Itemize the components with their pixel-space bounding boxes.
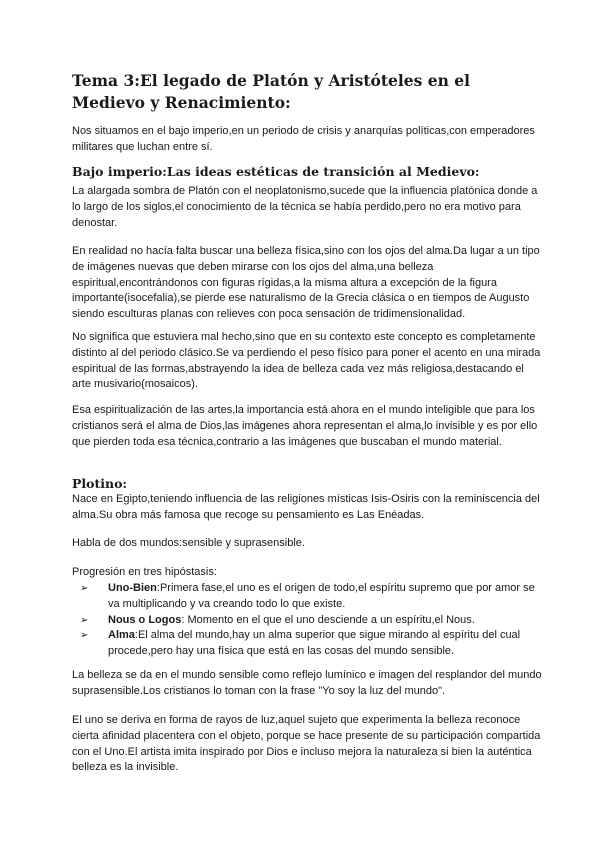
arrow-bullet-icon: ➢ bbox=[80, 630, 89, 642]
paragraph: La belleza se da en el mundo sensible como reflejo lumínico e imagen del resplandor del mundo suprasensible.Los cristianos lo toman con la frase "Yo soy la luz del mundo". bbox=[72, 669, 542, 697]
list-item-text: : Momento en el que el uno desciende a un espíritu,el Nous. bbox=[181, 613, 475, 626]
list-item-term: Alma bbox=[108, 629, 135, 642]
paragraph: En realidad no hacía falta buscar una belleza física,sino con los ojos del alma.Da lugar a un tipo de imágenes nuevas que deben mirarse con los ojos del alma,una belleza espiritual,encontrándonos con figuras rígidas,a la misma altura a excepción de la figura importante(isocefalia),se pierde ese naturalismo de la Grecia clásica o en tiempos de Augusto siendo esculturas planas con relieves con poca sensación de tridimensionalidad. bbox=[72, 245, 540, 321]
arrow-bullet-icon: ➢ bbox=[80, 614, 89, 626]
intro-paragraph: Nos situamos en el bajo imperio,en un periodo de crisis y anarquías políticas,con emperadores militares que luchan entre sí. bbox=[72, 125, 535, 153]
section-heading-bajo-imperio: Bajo imperio:Las ideas estéticas de transición al Medievo: bbox=[72, 164, 480, 179]
paragraph: Nace en Egipto,teniendo influencia de las religiones místicas Isis-Osiris con la reminiscencia del alma.Su obra más famosa que recoge su pensamiento es Las Enéadas. bbox=[72, 493, 540, 521]
list-item bbox=[72, 581, 542, 613]
list-intro: Progresión en tres hipóstasis: bbox=[72, 566, 217, 578]
list-item-term: Nous o Logos bbox=[108, 613, 182, 626]
list-item-text: :El alma del mundo,hay un alma superior que sigue mirando al espíritu del cual procede,pero hay una física que está en las cosas del mundo sensible. bbox=[108, 629, 521, 658]
page-title: Tema 3:El legado de Platón y Aristóteles en el Medievo y Renacimiento: bbox=[72, 71, 470, 112]
section-heading-plotino: Plotino: bbox=[72, 476, 128, 491]
list-item bbox=[72, 613, 542, 629]
hypostasis-list bbox=[72, 581, 542, 660]
paragraph: No significa que estuviera mal hecho,sino que en su contexto este concepto es completamente distinto al del periodo clásico.Se va perdiendo el peso físico para poner el acento en una mirada espiritual de las formas,abstrayendo la idea de belleza cada vez más religiosa,destacando el arte musivario(mosaicos). bbox=[72, 331, 541, 391]
list-item bbox=[72, 628, 542, 660]
arrow-bullet-icon: ➢ bbox=[80, 583, 89, 594]
paragraph: Esa espiritualización de las artes,la importancia está ahora en el mundo inteligible que para los cristianos será el alma de Dios,las imágenes ahora representan el alma,lo invisible y es por ello que pierden toda esa técnica,contrario a las imágenes que buscaban el mundo material. bbox=[72, 404, 538, 448]
list-item-text: :Primera fase,el uno es el origen de todo,el espíritu supremo que por amor se va multiplicando y va creando todo lo que existe. bbox=[108, 582, 535, 610]
paragraph: Habla de dos mundos:sensible y suprasensible. bbox=[72, 537, 305, 549]
paragraph: El uno se deriva en forma de rayos de luz,aquel sujeto que experimenta la belleza reconoce cierta afinidad placentera con el objeto, porque se hace presente de su participación compartida con el Uno.El artista imita inspirado por Dios e incluso mejora la naturaleza si bien la auténtica belleza es la invisible. bbox=[72, 714, 541, 774]
paragraph: La alargada sombra de Platón con el neoplatonismo,sucede que la influencia platónica donde a lo largo de los siglos,el conocimiento de la técnica se había perdido,pero no era motivo para denostar. bbox=[72, 185, 538, 229]
list-item-term: Uno-Bien bbox=[108, 582, 157, 594]
